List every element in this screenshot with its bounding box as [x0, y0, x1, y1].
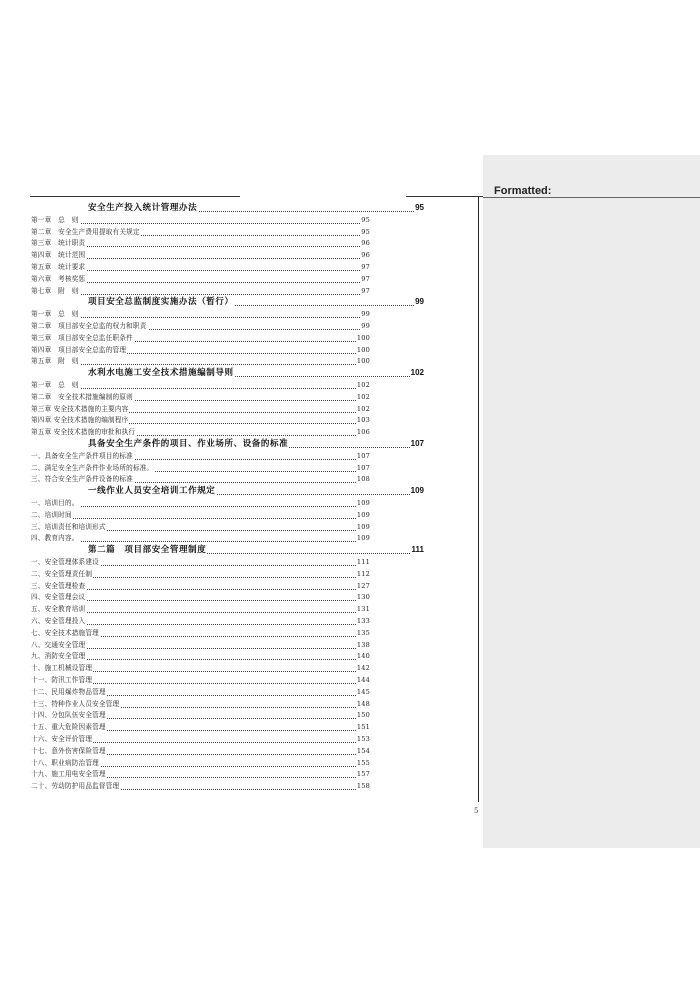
toc-entry[interactable] [31, 757, 370, 769]
toc-page-number: 140 [356, 652, 370, 661]
toc-page-number: 109 [356, 522, 370, 531]
toc-text: 十六、安全评价管理 [31, 735, 93, 743]
toc-entry[interactable] [31, 639, 370, 651]
toc-entry[interactable] [31, 521, 370, 533]
toc-text: 第三章 项目部安全总监任职条件 [31, 333, 133, 342]
toc-entry[interactable] [31, 709, 370, 721]
toc-text: 第五章 安全技术措施的审批和执行 [31, 428, 136, 437]
toc-text: 第二篇 项目部安全管理制度 [88, 545, 207, 556]
toc-entry[interactable] [31, 497, 370, 509]
page-header-rule [30, 196, 240, 197]
toc-entry[interactable] [31, 745, 370, 757]
toc-page-number: 108 [356, 475, 370, 484]
toc-text: 四、教育内容。 [31, 534, 79, 543]
dot-leader [31, 506, 370, 507]
dot-leader [31, 294, 370, 295]
toc-page-number: 111 [356, 558, 370, 566]
toc-text: 一、具备安全生产条件项目的标准 [31, 451, 133, 460]
toc-text: 一、安全管理体系建设 [31, 558, 99, 566]
toc-entry[interactable] [31, 285, 370, 297]
toc-text: 八、交通安全管理 [31, 640, 86, 649]
dot-leader [31, 364, 370, 365]
toc-entry[interactable] [31, 591, 370, 603]
dot-leader [31, 317, 370, 318]
toc-page-number: 102 [356, 404, 370, 413]
dot-leader [31, 518, 370, 519]
toc-entry[interactable] [31, 320, 370, 332]
toc-text: 第三章 统计职责 [31, 239, 86, 248]
toc-page-number: 107 [356, 451, 370, 460]
toc-heading[interactable] [88, 202, 424, 214]
toc-text: 十四、分包队伍安全管理 [31, 711, 106, 720]
toc-page-number: 131 [356, 605, 370, 614]
toc-text: 第五章 统计要求 [31, 263, 86, 271]
comment-pane [483, 155, 700, 848]
toc-page-number: 97 [361, 263, 370, 271]
toc-entry[interactable] [31, 698, 370, 710]
dot-leader [31, 388, 370, 389]
toc-text: 十、施工机械设管理 [31, 664, 93, 673]
toc-entry[interactable] [31, 249, 370, 261]
toc-text: 二、满足安全生产条件作业场所的标准。 [31, 463, 154, 472]
toc-page-number: 95 [361, 215, 370, 224]
toc-page-number: 100 [356, 357, 370, 366]
toc-text: 十九、施工用电安全管理 [31, 770, 106, 779]
toc-page-number: 95 [415, 203, 424, 212]
toc-entry[interactable] [31, 509, 370, 521]
dot-leader [31, 223, 370, 224]
toc-page-number: 99 [361, 310, 370, 319]
toc-entry[interactable] [31, 674, 370, 686]
toc-entry[interactable] [31, 580, 370, 592]
toc-entry[interactable] [31, 568, 370, 580]
toc-page-number: 96 [361, 251, 370, 260]
toc-entry[interactable] [31, 308, 370, 320]
toc-page-number: 96 [361, 239, 370, 248]
toc-entry[interactable] [31, 686, 370, 698]
toc-entry[interactable] [31, 768, 370, 780]
toc-text: 十七、意外伤害保险管理 [31, 746, 106, 755]
toc-text: 十五、重大危险因素管理 [31, 723, 106, 732]
toc-text: 第五章 附 则 [31, 357, 79, 366]
toc-page-number: 102 [356, 392, 370, 401]
toc-entry[interactable] [31, 226, 370, 238]
toc-text: 安全生产投入统计管理办法 [88, 203, 198, 213]
toc-text: 水利水电施工安全技术措施编制导则 [88, 368, 234, 379]
toc-page-number: 148 [356, 699, 370, 708]
toc-heading[interactable] [88, 544, 424, 556]
toc-text: 二、安全管理责任制 [31, 569, 93, 578]
toc-page-number: 142 [356, 664, 370, 673]
toc-text: 第三章 安全技术措施的主要内容 [31, 404, 129, 413]
toc-text: 第七章 附 则 [31, 286, 79, 295]
toc-entry[interactable] [31, 473, 370, 485]
page-header-rule-right [406, 196, 483, 197]
toc-text: 三、培训责任和培训形式 [31, 522, 106, 531]
toc-page-number: 106 [356, 428, 370, 437]
toc-page-number: 95 [361, 227, 370, 236]
toc-page-number: 158 [356, 782, 370, 791]
toc-page-number: 133 [356, 617, 370, 625]
toc-entry[interactable] [31, 627, 370, 639]
toc-page-number: 112 [356, 569, 370, 578]
toc-text: 项目安全总监制度实施办法（暂行） [88, 297, 234, 308]
toc-page-number: 150 [356, 711, 370, 720]
toc-entry[interactable] [31, 450, 370, 462]
toc-page-number: 99 [415, 297, 424, 307]
toc-heading[interactable] [88, 367, 424, 379]
toc-text: 二十、劳动防护用品监督管理 [31, 782, 120, 791]
toc-entry[interactable] [31, 379, 370, 391]
toc-entry[interactable] [31, 403, 370, 415]
toc-page-number: 97 [361, 274, 370, 283]
toc-text: 第一章 总 则 [31, 215, 79, 224]
toc-entry[interactable] [31, 237, 370, 249]
toc-page-number: 130 [356, 593, 370, 602]
toc-page-number: 111 [411, 545, 424, 555]
toc-entry[interactable] [31, 273, 370, 285]
page-margin-line [478, 197, 479, 802]
toc-entry[interactable] [31, 332, 370, 344]
toc-text: 一线作业人员安全培训工作规定 [88, 486, 216, 497]
toc-page-number: 107 [356, 463, 370, 472]
dot-leader [31, 541, 370, 542]
toc-text: 三、安全管理检查 [31, 581, 86, 590]
toc-text: 一、培训目的。 [31, 499, 79, 507]
toc-entry[interactable] [31, 355, 370, 367]
toc-page-number: 157 [356, 770, 370, 779]
toc-page-number: 103 [356, 416, 370, 425]
toc-entry[interactable] [31, 650, 370, 662]
toc-text: 第二章 安全技术措施编制的原则 [31, 392, 133, 401]
toc-page-number: 144 [356, 676, 370, 684]
toc-entry[interactable] [31, 603, 370, 615]
toc-entry[interactable] [31, 532, 370, 544]
comment-label: Formatted: [494, 185, 552, 197]
toc-page-number: 109 [410, 486, 424, 496]
toc-page-number: 109 [356, 499, 370, 507]
toc-text: 第二章 安全生产费用提取有关规定 [31, 227, 140, 236]
toc-page-number: 155 [356, 758, 370, 767]
toc-text: 第四章 安全技术措施的编制程序 [31, 416, 129, 425]
toc-page-number: 102 [356, 381, 370, 389]
comment-connector-line [483, 197, 700, 198]
toc-page-number: 99 [361, 322, 370, 330]
toc-page-number: 107 [410, 439, 424, 448]
toc-page-number: 100 [356, 333, 370, 342]
toc-text: 二、培训时间 [31, 510, 72, 519]
toc-heading[interactable] [88, 485, 424, 497]
toc-entry[interactable] [31, 391, 370, 403]
toc-text: 九、消防安全管理 [31, 652, 86, 661]
toc-entry[interactable] [31, 721, 370, 733]
toc-entry[interactable] [31, 462, 370, 474]
toc-text: 第四章 统计范围 [31, 251, 86, 260]
toc-page-number: 153 [356, 735, 370, 743]
toc-entry[interactable] [31, 780, 370, 792]
toc-entry[interactable] [31, 214, 370, 226]
toc-heading[interactable] [88, 438, 424, 450]
toc-text: 十三、特种作业人员安全管理 [31, 699, 120, 708]
toc-heading[interactable] [88, 296, 424, 308]
toc-text: 三、符合安全生产条件设备的标准 [31, 475, 133, 484]
toc-entry[interactable] [31, 662, 370, 674]
toc-text: 第二章 项目部安全总监的权力和职责 [31, 322, 147, 330]
toc-text: 十八、职业病防治管理 [31, 758, 99, 767]
toc-entry[interactable] [31, 733, 370, 745]
toc-page-number: 138 [356, 640, 370, 649]
toc-text: 具备安全生产条件的项目、作业场所、设备的标准 [88, 439, 289, 449]
toc-entry[interactable] [31, 344, 370, 356]
toc-text: 七、安全技术措施管理 [31, 628, 99, 637]
toc-text: 五、安全教育培训 [31, 605, 86, 614]
toc-text: 第一章 总 则 [31, 310, 79, 319]
toc-text: 十一、防汛工作管理 [31, 676, 93, 684]
toc-page-number: 127 [356, 581, 370, 590]
toc-page-number: 102 [410, 368, 424, 378]
toc-text: 第四章 项目部安全总监的管理 [31, 345, 127, 354]
toc-page-number: 97 [361, 286, 370, 295]
toc-page-number: 100 [356, 345, 370, 354]
toc-entry[interactable] [31, 261, 370, 273]
toc-entry[interactable] [31, 615, 370, 627]
toc-text: 第一章 总 则 [31, 381, 79, 389]
toc-page-number: 135 [356, 628, 370, 637]
toc-entry[interactable] [31, 556, 370, 568]
toc-text: 四、安全管理会议 [31, 593, 86, 602]
toc-page-number: 151 [356, 723, 370, 732]
toc-page-number: 109 [356, 534, 370, 543]
toc-entry[interactable] [31, 426, 370, 438]
toc-text: 十二、民用爆炸物品管理 [31, 687, 106, 696]
toc-text: 六、安全管理投入 [31, 617, 86, 625]
toc-page-number: 109 [356, 510, 370, 519]
toc-page-number: 154 [356, 746, 370, 755]
toc-page-number: 145 [356, 687, 370, 696]
toc-text: 第六章 考核奖惩 [31, 274, 86, 283]
toc-entry[interactable] [31, 414, 370, 426]
page-number: 5 [474, 807, 479, 815]
